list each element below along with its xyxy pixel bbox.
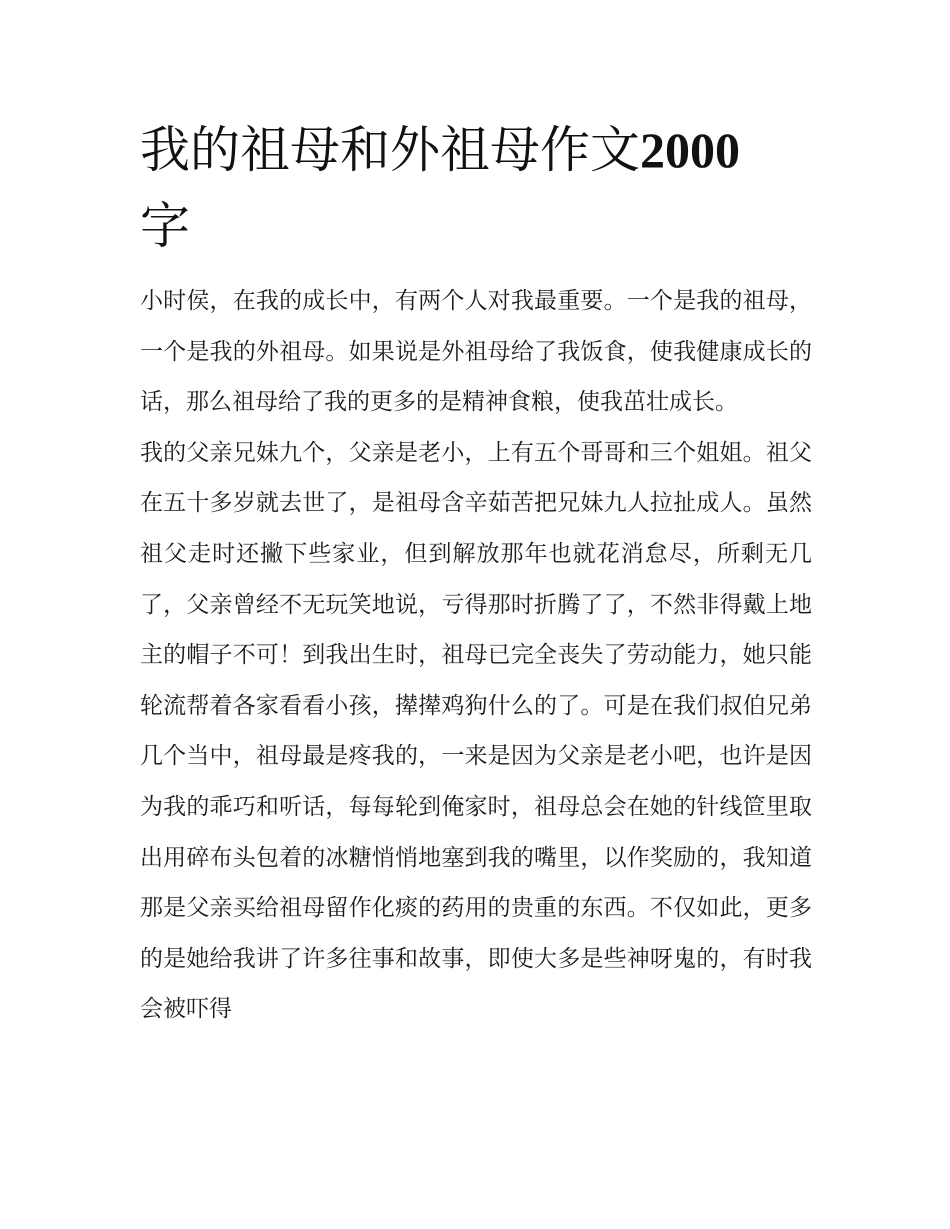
paragraph: 我的父亲兄妹九个，父亲是老小，上有五个哥哥和三个姐姐。祖父在五十多岁就去世了，是祖母含辛茹苦把兄妹九人拉扯成人。虽然祖父走时还撇下些家业，但到解放那年也就花消怠尽，所剩无几了，父亲曾经不无玩笑地说，亏得那时折腾了了，不然非得戴上地主的帽子不可！到我出生时，祖母已完全丧失了劳动能力，她只能轮流帮着各家看看小孩，撵撵鸡狗什么的了。可是在我们叔伯兄弟几个当中，祖母最是疼我的，一来是因为父亲是老小吧，也许是因为我的乖巧和听话，每每轮到俺家时，祖母总会在她的针线笸里取出用碎布头包着的冰糖悄悄地塞到我的嘴里，以作奖励的，我知道那是父亲买给祖母留作化痰的药用的贵重的东西。不仅如此，更多的是她给我讲了许多往事和故事，即使大多是些神呀鬼的，有时我会被吓得 (140, 439, 812, 1023)
paragraph: 小时侯，在我的成长中，有两个人对我最重要。一个是我的祖母，一个是我的外祖母。如果说是外祖母给了我饭食，使我健康成长的话，那么祖母给了我的更多的是精神食粮，使我茁壮成长。 (140, 288, 812, 416)
title-number: 2000 (640, 122, 740, 178)
title-main: 我的祖母和外祖母作文 (140, 121, 640, 179)
title-suffix: 字 (140, 197, 190, 255)
document-body (140, 276, 812, 1035)
document-title (140, 112, 820, 264)
